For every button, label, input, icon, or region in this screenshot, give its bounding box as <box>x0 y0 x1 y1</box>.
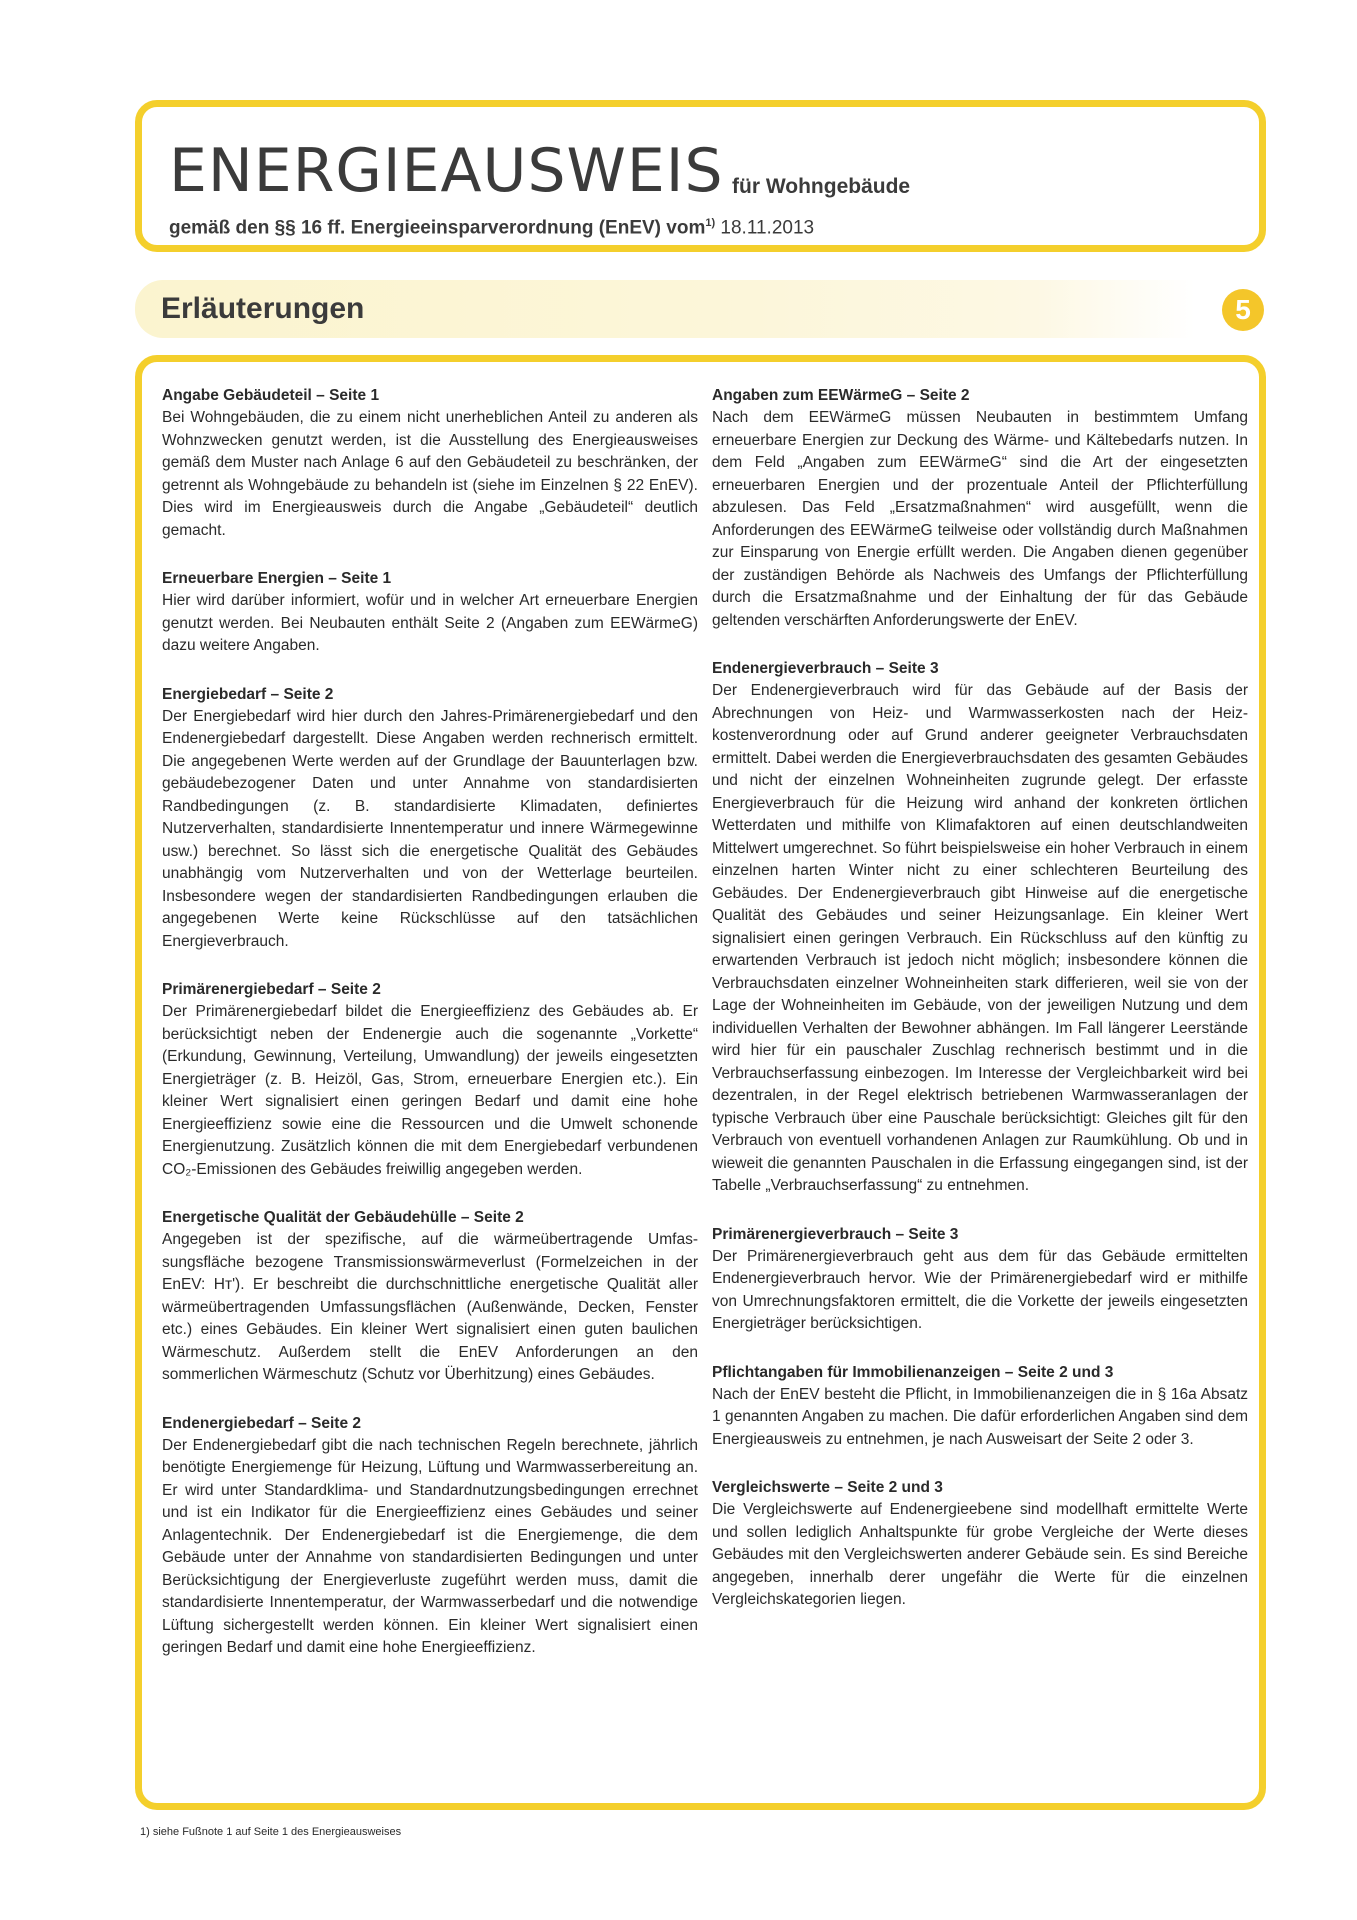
block-text: Der Endenergieverbrauch wird für das Gebäude auf der Basis der Abrechnungen von Heiz- und Warmwasserkosten nach der Heizkostenverordnung oder auf Grund anderer geeigneter Verbrauchsdaten ermittelt. Dabei werden die Energieverbrauchsdaten des gesamten Gebäudes und nicht der einzelnen Wohneinheiten zugrunde gelegt. Der erfasste Energieverbrauch für die Heizung wird anhand der konkreten örtlichen Wetterdaten und mithilfe von Klimafaktoren auf einen deutschlandweiten Mittelwert umgerechnet. So führt beispielsweise ein hoher Verbrauch in einem einzelnen harten Winter nicht zu einer schlechteren Beurteilung des Gebäudes. Der Endenergieverbrauch gibt Hinweise auf die energetische Qualität des Gebäudes und seiner Heizungsanlage. Ein kleiner Wert signalisiert einen geringen Verbrauch. Ein Rückschluss auf den künftig zu erwartenden Verbrauch ist jedoch nicht möglich; insbesondere können die Verbrauchsdaten einzelner Wohneinheiten stark differieren, weil sie von der Lage der Wohneinheiten im Gebäude, von der jeweiligen Nutzung und dem individuellen Verhalten der Bewohner abhängen. Im Fall längerer Leerstände wird hier für ein pauschaler Zuschlag rechnerisch bestimmt und in die Verbrauchserfassung einbezogen. Im Interesse der Vergleichbarkeit wird bei dezentralen, in der Regel elektrisch betriebenen Warmwasseranlagen der typische Verbrauch über eine Pauschale berücksichtigt: Gleiches gilt für den Verbrauch von eventuell vorhandenen Anlagen zur Raumkühlung. Ob und in wieweit die genannten Pauschalen in die Erfassung eingegangen sind, ist der Tabelle „Verbrauchserfassung“ zu entnehmen. <box>712 682 1248 1194</box>
explanation-block <box>712 1224 1248 1336</box>
right-column <box>712 385 1248 1638</box>
block-text: Der Primärenergieverbrauch geht aus dem für das Gebäude ermittelten Endenergieverbrauch hervor. Wie der Primärenergiebedarf wird er mithilfe von Umrechnungsfaktoren ermittelt, die die Vorkette der jeweils eingesetzten Energieträger berücksichtigen. <box>712 1247 1248 1332</box>
block-text: Hier wird darüber informiert, wofür und in welcher Art erneuerbare Energien genutzt werden. Bei Neubauten enthält Seite 2 (Angaben zum EEWärmeG) dazu weitere Angaben. <box>162 592 698 654</box>
block-heading: Primärenergieverbrauch – Seite 3 <box>712 1225 959 1243</box>
explanation-block <box>162 684 698 954</box>
block-heading: Primärenergiebedarf – Seite 2 <box>162 981 381 998</box>
left-column <box>162 385 698 1686</box>
explanation-block <box>162 385 698 542</box>
block-text: Der Endenergiebedarf gibt die nach technischen Regeln berechnete, jährlich benötigte Energiemenge für Heizung, Lüftung und Warmwasserbereitung an. Er wird unter Standardklima- und Standardnutzungsbedingungen errechnet und ist ein Indikator für die Energieeffizienz eines Gebäudes und seiner Anlagentechnik. Der Endenergiebedarf ist die Energiemenge, die dem Gebäude unter der Annahme von standardisierten Bedingungen und unter Berücksichtigung der Energieverluste zugeführt werden muss, damit die standardisierte Innentemperatur, der Warmwasserbedarf und die notwendige Lüftung sichergestellt werden können. Ein kleiner Wert signalisiert einen geringen Bedarf und damit eine hohe Energieeffizienz. <box>162 1436 698 1656</box>
explanation-block <box>162 568 698 658</box>
document-subtitle <box>169 217 814 239</box>
footnote-marker: 1) <box>705 217 716 229</box>
block-heading: Pflichtangaben für Immobilienanzeigen – Seite 2 und 3 <box>712 1363 1114 1381</box>
explanation-block <box>162 979 698 1181</box>
document-title: ENERGIEAUSWEIS <box>169 136 724 206</box>
explanation-block <box>712 1477 1248 1612</box>
block-text: Der Primärenergiebedarf bildet die Energieeffizienz des Gebäudes ab. Er berücksichtigt neben der Endenergie auch die sogenannte „Vorkette“ (Erkundung, Gewinnung, Verteilung, Umwandlung) der jeweils eingesetzten Energieträger (z. B. Heizöl, Gas, Strom, erneuerbare Energien etc.). Ein kleiner Wert signalisiert einen geringen Bedarf und damit eine hohe Energieeffizienz sowie eine die Ressourcen und die Umwelt schonende Energienutzung. Zusätzlich können die mit dem Energiebedarf verbundenen CO₂-Emissionen des Gebäudes freiwillig angegeben werden. <box>162 1003 698 1178</box>
block-heading: Erneuerbare Energien – Seite 1 <box>162 570 392 587</box>
block-text: Der Energiebedarf wird hier durch den Jahres-Primärenergiebedarf und den Endenergiebedarf dargestellt. Diese Angaben werden rechnerisch ermittelt. Die angegebenen Werte werden auf der Grundlage der Bauunterlagen bzw. gebäudebezogener Daten und unter Annahme von standardisierten Randbedingungen (z. B. standardisierte Klimadaten, definiertes Nutzerverhalten, standardisierte Innentemperatur und innere Wärmegewinne usw.) berechnet. So lässt sich die energetische Qualität des Gebäudes unabhängig vom Nutzerverhalten und von der Wetterlage beurteilen. Insbesondere wegen der standardisierten Randbedingungen erlauben die angegebenen Werte keine Rückschlüsse auf den tatsächlichen Energieverbrauch. <box>162 707 698 950</box>
issue-date: 18.11.2013 <box>720 217 815 239</box>
block-text: Die Vergleichswerte auf Endenergieebene sind modellhaft ermittelte Werte und sollen lediglich Anhaltspunkte für grobe Vergleiche der Werte dieses Gebäudes mit den Vergleichswerten anderer Gebäude sein. Es sind Bereiche angegeben, innerhalb derer ungefähr die Werte für die einzelnen Vergleichskategorien liegen. <box>712 1501 1248 1608</box>
explanations-box <box>135 355 1266 1810</box>
section-number-badge: 5 <box>1222 289 1264 331</box>
block-heading: Energetische Qualität der Gebäudehülle – Seite 2 <box>162 1209 524 1226</box>
block-heading: Endenergiebedarf – Seite 2 <box>162 1414 361 1432</box>
block-text: Nach dem EEWärmeG müssen Neubauten in bestimmtem Umfang erneuerbare Energien zur Deckung des Wärme- und Kältebedarfs nutzen. In dem Feld „Angaben zum EEWärmeG“ sind die Art der eingesetzten erneuerbaren Energien und der prozentuale Anteil der Pflichterfüllung abzulesen. Das Feld „Ersatzmaßnahmen“ wird ausgefüllt, wenn die Anforderungen des EEWärmeG teilweise oder vollständig durch Maßnahmen zur Einsparung von Energie erfüllt werden. Die Angaben dienen gegenüber der zuständigen Behörde als Nachweis des Umfangs der Pflichterfüllung durch die Ersatzmaßnahme und der Einhaltung der für das Gebäude geltenden verschärften Anforderungswerte der EnEV. <box>712 409 1248 629</box>
block-text: Bei Wohngebäuden, die zu einem nicht unerheblichen Anteil zu anderen als Wohnzwecken genutzt werden, ist die Ausstellung des Energieausweises gemäß dem Muster nach Anlage 6 auf den Gebäudeteil zu beschränken, der getrennt als Wohngebäude zu behandeln ist (siehe im Einzelnen § 22 EnEV). Dies wird im Energieausweis durch die Angabe „Gebäudeteil“ deutlich gemacht. <box>162 409 698 539</box>
header-box <box>135 100 1266 252</box>
block-text: Nach der EnEV besteht die Pflicht, in Immobilienanzeigen die in § 16a Absatz 1 genannten Angaben zu machen. Die dafür erforderlichen Angaben sind dem Energieausweis zu entnehmen, je nach Ausweisart der Seite 2 oder 3. <box>712 1385 1248 1448</box>
block-heading: Angabe Gebäudeteil – Seite 1 <box>162 387 380 404</box>
explanation-block <box>712 385 1248 632</box>
block-heading: Energiebedarf – Seite 2 <box>162 685 334 703</box>
section-header <box>135 280 1195 338</box>
explanation-block <box>162 1413 698 1660</box>
section-title: Erläuterungen <box>161 292 365 325</box>
subtitle-text: gemäß den §§ 16 ff. Energieeinsparverordnung (EnEV) vom <box>169 217 706 239</box>
block-heading: Vergleichswerte – Seite 2 und 3 <box>712 1479 943 1496</box>
block-text: Angegeben ist der spezifische, auf die wärmeübertragende Umfassungsfläche bezogene Transmissionswärmeverlust (Formelzeichen in der EnEV: Hᴛ'). Er beschreibt die durchschnittliche energetische Qualität aller wärmeübertragenden Umfassungsflächen (Außenwände, Decken, Fenster etc.) eines Gebäudes. Ein kleiner Wert signalisiert einen guten baulichen Wärmeschutz. Außerdem stellt die EnEV Anforderungen an den sommerlichen Wärmeschutz (Schutz vor Überhitzung) eines Gebäudes. <box>162 1231 698 1383</box>
document-title-suffix: für Wohngebäude <box>732 175 911 198</box>
block-heading: Angaben zum EEWärmeG – Seite 2 <box>712 387 970 404</box>
block-heading: Endenergieverbrauch – Seite 3 <box>712 660 939 677</box>
page-footnote: 1) siehe Fußnote 1 auf Seite 1 des Energieausweises <box>140 1826 402 1838</box>
explanation-block <box>162 1207 698 1387</box>
explanation-block <box>712 658 1248 1198</box>
explanation-block <box>712 1362 1248 1452</box>
